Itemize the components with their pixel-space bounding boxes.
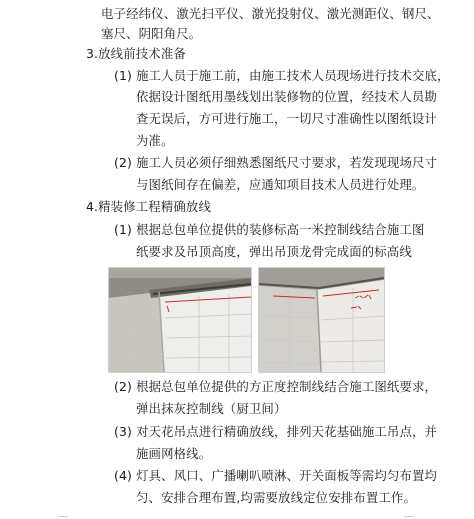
text-line-5: 依据设计图纸用墨线划出装修物的位置，经技术人员勘 bbox=[136, 89, 437, 104]
section-heading-3: 3.放线前技术准备 bbox=[86, 46, 186, 61]
page-corner-mark-left bbox=[58, 516, 68, 517]
text-line-9: 与图纸间存在偏差，应通知项目技术人员进行处理。 bbox=[136, 177, 425, 192]
text-line-13: (2) 根据总包单位提供的方正度控制线结合施工图纸要求， bbox=[114, 379, 438, 394]
photo-right-image bbox=[259, 268, 384, 372]
text-line-17: (4) 灯具、风口、广播喇叭喷淋、开关面板等需均匀布置均 bbox=[114, 468, 438, 483]
text-line-16: 施画网格线。 bbox=[136, 446, 212, 461]
page-corner-mark-right bbox=[404, 516, 414, 517]
text-line-4: (1) 施工人员于施工前，由施工技术人员现场进行技术交底， bbox=[114, 68, 450, 83]
text-line-8: (2) 施工人员必须仔细熟悉图纸尺寸要求，若发现现场尺寸 bbox=[114, 155, 438, 170]
text-line-11: (1) 根据总包单位提供的装修标高一米控制线结合施工图 bbox=[114, 222, 425, 237]
section-heading-4: 4.精装修工程精确放线 bbox=[86, 199, 211, 214]
text-line-14: 弹出抹灰控制线（厨卫间） bbox=[136, 401, 287, 416]
photo-left-image bbox=[109, 268, 251, 372]
text-line-12: 纸要求及吊顶高度，弹出吊顶龙骨完成面的标高线 bbox=[136, 244, 412, 259]
text-line-1: 电子经纬仪、激光扫平仪、激光投射仪、激光测距仪、钢尺、 bbox=[101, 6, 440, 21]
text-line-6: 查无误后，方可进行施工，一切尺寸准确性以图纸设计 bbox=[136, 111, 437, 126]
text-line-2: 塞尺、阴阳角尺。 bbox=[101, 26, 202, 41]
ceiling-keel-marking-photo-right bbox=[258, 267, 385, 373]
text-line-15: (3) 对天花吊点进行精确放线，排列天花基础施工吊点，并 bbox=[114, 424, 438, 439]
text-line-7: 为准。 bbox=[136, 133, 174, 148]
ceiling-keel-marking-photo-left bbox=[108, 267, 252, 373]
text-line-18: 匀、安排合理布置,均需要放线定位安排布置工作。 bbox=[136, 490, 416, 505]
